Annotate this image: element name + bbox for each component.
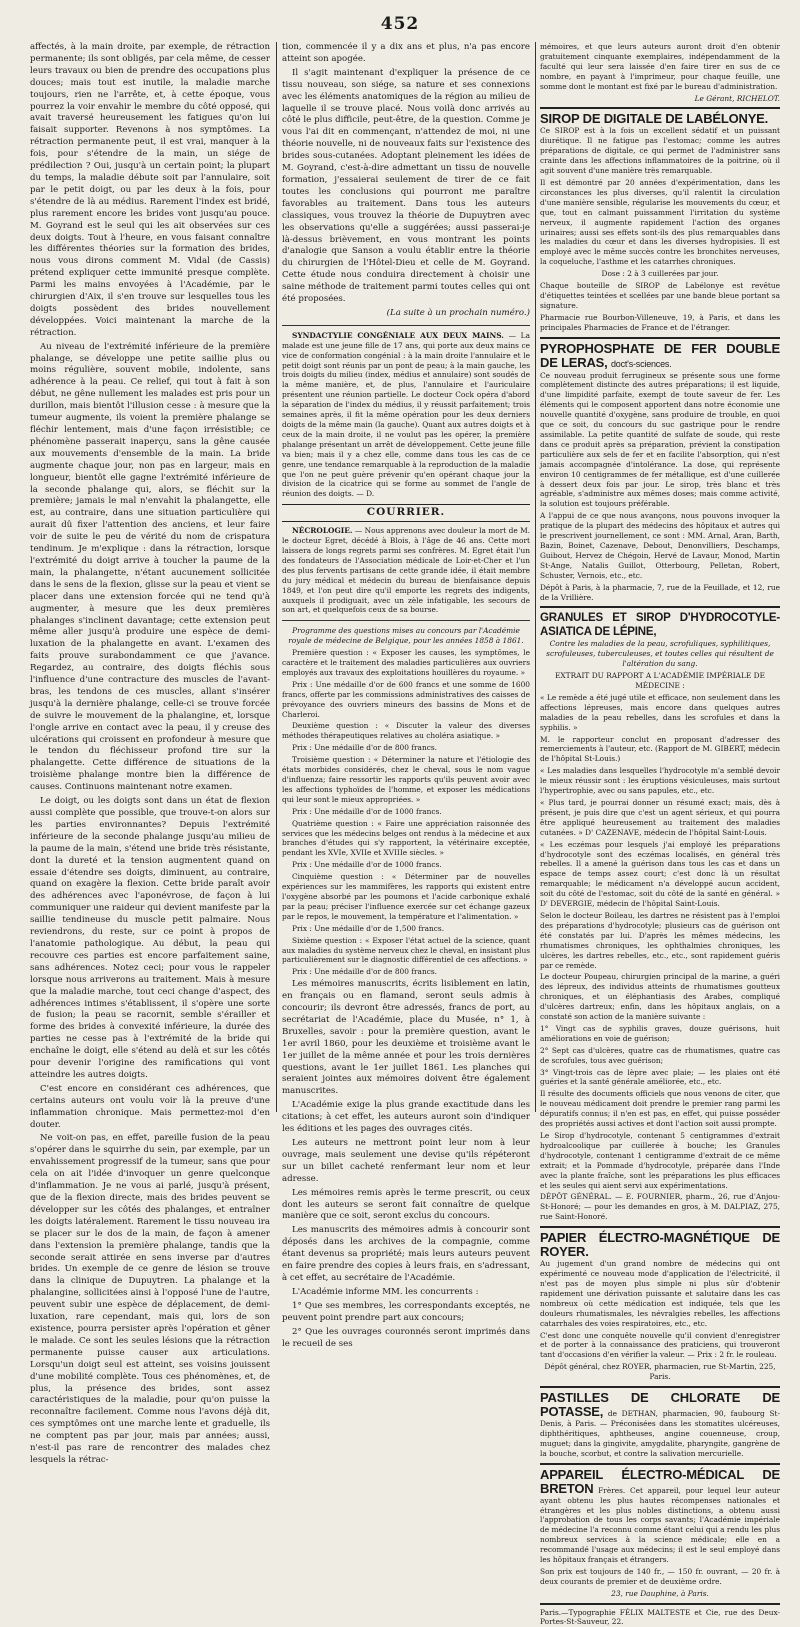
question-item: Prix : Une médaille d'or de 1000 francs. xyxy=(292,860,442,870)
ad-text: « Plus tard, je pourrai donner un résumé exact; mais, dès à présent, je puis dire que c'est un agent sérieux, et qui pourra être appliqué heureusement au traitement des maladies cutanées. » D' CAZENAVE, médecin de l'hôpital Saint-Louis. xyxy=(540,798,780,837)
question-item: Cinquième question : « Déterminer par de nouvelles expériences sur les mammifères, les rapports qui existent entre l'oxygène absorbé par les poumons et l'acide carbonique exhalé par la peau; préciser l'influence exercée sur cet échange gazeux par le repos, le mouvement, la température et l'alimentation. » xyxy=(282,872,530,921)
separator-rule xyxy=(540,1463,780,1465)
ad-text: « Les eczémas pour lesquels j'ai employé les préparations d'hydrocotyle sont des eczémas localisés, en général très rebelles. Il a amené la guérison dans tous les cas et dans un espace de temps assez court; c'est donc là un résultat remarquable; le médicament n'a développé aucun accident, soit du côté de l'estomac, soit du côté de la santé en général. » D' DEVERGIE, médecin de l'hôpital Saint-Louis. xyxy=(540,839,780,909)
column-divider xyxy=(535,42,536,1112)
ad-text: Chaque bouteille de SIROP de Labélonye est revêtue d'étiquettes teintées et scellées par une bande bleue portant sa signature. xyxy=(540,281,780,310)
ad-text: Au jugement d'un grand nombre de médecins qui ont expérimenté ce nouveau mode d'application de l'électricité, il n'est pas de moyen plus simple ni plus sûr d'obtenir rapidement une dérivation puissante et salutaire dans les cas nombreux où cette médication est indiquée, tels que les douleurs rhumatismales, les névralgies rebelles, les affections catarrhales des voies respiratoires, etc., etc. xyxy=(540,1259,780,1328)
ad-text: Pharmacie rue Bourbon-Villeneuve, 19, à Paris, et dans les principales Pharmacies de France et de l'étranger. xyxy=(540,312,780,332)
separator-rule xyxy=(540,107,780,109)
question-item: Prix : Une médaille d'or de 1000 francs. xyxy=(292,806,442,816)
rule-item: L'Académie exige la plus grande exactitude dans les citations; à cet effet, les auteurs auront soin d'indiquer les éditions et les pages des ouvrages cités. xyxy=(282,1100,530,1135)
article-paragraph: Le doigt, ou les doigts sont dans un état de flexion aussi complète que possible, que trouve-t-on alors sur les parties environnantes? Depuis l'extrémité inférieure de la seconde phalange jusqu'au milieu de la paume de la main, s'étend une bride très résistante, dont la dureté et la tension augmentent quand on essaie d'étendre ses doigts, diminuent, au contraire, quand on exagère la flexion. Cette bride paraît avoir des adhérences avec l'aponévrose, de façon à lui communiquer une raideur qui devient manifeste par la saillie tendineuse du muscle petit palmaire. Nous reviendrons, du reste, sur ce point à propos de l'anatomie pathologique. Au début, la peau qui recouvre ces parties est encore parfaitement saine, sans adhérences. Notez ceci; pour vous le rappeler lorsque nous arriverons au traitement. Mais à mesure que la maladie marche, tout ceci change d'aspect, des adhérences intimes s'établissent, il s'opère une sorte de fusion; la peau se racornit, semble s'érailler et forme des brides à convexité inférieure, la durée des parties ne cesse pas à l'extrémité de la bride qui enchaîne le doigt, elle s'étend au delà et sur les côtés pour devenir l'origine des ramifications qui vont atteindre les autres doigts. xyxy=(30,796,270,1080)
ad-extract-heading: EXTRAIT DU RAPPORT A L'ACADÉMIE IMPÉRIALE DE MÉDECINE : xyxy=(555,671,765,691)
ad-text: Selon le docteur Boileau, les dartres ne résistent pas à l'emploi des préparations d'hydrocotyle; plusieurs cas de guérison ont été constatés par lui. D'après les mêmes médecins, les rhumatismes chroniques, les ophthalmies chroniques, les ulcères, les dartres rebelles, etc., etc., sont rapidement guéris par ce remède. xyxy=(540,910,780,970)
separator-rule xyxy=(282,325,530,326)
rule-item: Les mémoires remis après le terme prescrit, ou ceux dont les auteurs se seront fait connaître de quelque manière que ce soit, seront exclus du concours. xyxy=(282,1187,530,1222)
ad-text: « Le remède a été jugé utile et efficace, non seulement dans les affections lépreuses, mais encore dans quelques autres maladies de la peau rebelles, dans les scrofules et dans la syphilis. » xyxy=(540,692,780,732)
question-item: Prix : Une médaille d'or de 800 francs. xyxy=(292,743,437,753)
article-paragraph: mémoires, et que leurs auteurs auront droit d'en obtenir gratuitement cinquante exemplaires, indépendamment de la faculté qui leur sera laissée d'en faire tirer en sus de ce nombre, en payant à l'imprimeur, pour chaque feuille, une somme dont le montant est fixé par le bureau d'administration. xyxy=(540,42,780,91)
ad-appareil-breton xyxy=(540,1468,780,1599)
question-item: Troisième question : « Déterminer la nature et l'étiologie des états morbides considérés, chez le cheval, sous le nom vague d'influenza; faire ressortir les rapports qu'ils peuvent avoir avec les affections typhoïdes de l'homme, et exposer les médications qui leur sont le mieux appropriées. » xyxy=(282,755,530,804)
courrier-heading: COURRIER. xyxy=(282,504,530,522)
ad-text: Dose : 2 à 3 cuillerées par jour. xyxy=(601,269,719,279)
ad-text: Ce SIROP est à la fois un excellent sédatif et un puissant diurétique. Il ne fatigue pas l'estomac; comme les autres préparations de digitale, ce qui permet de l'administrer sans crainte dans les affections inflammatoires de la poitrine, où il agit souvent d'une manière très remarquable. xyxy=(540,126,780,176)
ad-text: M. le rapporteur conclut en proposant d'adresser des remerciements à l'auteur, etc. (Rapport de M. GIBERT, médecin de l'hôpital St-Louis.) xyxy=(540,734,780,764)
ad-text: 1° Vingt cas de syphilis graves, douze guérisons, huit améliorations en voie de guérison; xyxy=(540,1023,780,1043)
ad-address: 23, rue Dauphine, à Paris. xyxy=(611,1588,709,1598)
question-item: Quatrième question : « Faire une appréciation raisonnée des services que les médecins belges ont rendus à la médecine et aux branches d'études qui s'y rapportent, la vétérinaire exceptée, pendant les XVIe, XVIIe et XVIIIe siècles. » xyxy=(282,818,530,858)
ad-text: de DETHAN, pharmacien, 90, faubourg St-Denis, à Paris. — Préconisées dans les stomatites ulcéreuses, diphthéritiques, aphtheuses, angine couenneuse, croup, muguet; dans la gingivite, amygdalite, pharyngite, gangrène de la bouche, scorbut, et contre la salivation mercurielle. xyxy=(540,1409,780,1458)
article-paragraph: affectés, à la main droite, par exemple, de rétraction permanente; ils sont obligés, par cela même, de cesser leurs travaux ou bien de prendre des occupations plus douces; mais tout est inutile, la maladie marche toujours, rien ne l'arrête, et, à cette époque, vous pourrez la voir envahir le membre du côté opposé, qui avait traversé heureusement les fatigues qu'on lui faisait supporter. Revenons à nos symptômes. La rétraction permanente peut, il est vrai, manquer à la fois, pour s'étendre de la main, un siége de prédilection ? Oui, jusqu'à un certain point; la plupart du temps, la maladie débute soit par l'annulaire, soit par le petit doigt, ou par les deux à la fois, pour s'étendre de là au médius. Rarement l'index est bridé, plus rarement encore les brides vont jusqu'au pouce. M. Goyrand est le seul qui les ait observées sur ces deux doigts. Tout à l'heure, en vous faisant connaître les différentes théories sur la formation des brides, nous vous dirons comment M. Vidal (de Cassis) prétend expliquer cette immunité presque complète. Parmi les mains envoyées à l'Académie, par le chirurgien d'Aix, il s'en trouve sur lesquelles tous les doigts possèdent des brides nouvellement développées. Voici maintenant la marche de la rétraction. xyxy=(30,42,270,338)
ad-hydrocotyle xyxy=(540,611,780,1222)
article-paragraph: Au niveau de l'extrémité inférieure de la première phalange, se développe une petite saillie plus ou moins régulière, souvent mobile, indolente, sans adhérence à la peau. Ce relief, qui tout à fait à son début, ne gêne nullement les malades est pris pour un durillon, mais bientôt l'illusion cesse : à mesure que la tumeur augmente, ils voient la première phalange se fléchir lentement, mais d'une façon irrésistible; ce phénomène passerait inaperçu, sans la gêne causée aux mouvements d'ensemble de la main. La bride augmente chaque jour, non pas en largeur, mais en longueur, bientôt elle gagne l'extrémité inférieure de la seconde phalange qui, alors, se fléchit sur la première; jamais le mal n'envahit la phalangette, elle est, au contraire, dans une situation particulière qui aurait dû fixer l'attention des anciens, et leur faire voir de suite le peu de vérité du nom de crispatura tendinum. Je m'explique : dans la rétraction, lorsque l'extrémité du doigt arrive à toucher la paume de la main, la phalangette, n'étant aucunement sollicitée dans le sens de la flexion, glisse sur la peau et vient se placer dans une extension forcée qui ne tend qu'à augmenter, à mesure que les deux premières phalanges s'inclinent davantage; cette extension peut même aller jusqu'à produire une espèce de demi-luxation de la phalangette en avant. L'examen des faits prouve surabondamment ce que j'avance. Regardez, au contraire, des doigts fléchis sous l'influence d'une contracture des muscles de l'avant-bras, les tendons de ces muscles, allant s'insérer jusqu'à la dernière phalange, celle-ci se trouve forcée de suivre le mouvement de la phalangine, et, lorsque l'ongle arrive en contact avec la peau, il y creuse des ulcérations qui croissent en profondeur à mesure que le tendon du fléchisseur profond tire sur la phalangette. Cette différence de situations de la troisième phalange montre bien la différence de causes. Continuons maintenant notre examen. xyxy=(30,341,270,793)
ad-text: Son prix est toujours de 140 fr., — 150 fr. ouvrant, — 20 fr. à deux courants de premier et de deuxième ordre. xyxy=(540,1567,780,1586)
rule-item: 2° Que les ouvrages couronnés seront imprimés dans le recueil de ses xyxy=(282,1326,530,1349)
rule-item: Les mémoires manuscrits, écrits lisiblement en latin, en français ou en flamand, seront seuls admis à concourir; ils devront être adressés, francs de port, au secrétariat de l'Académie, place du Musée, n° 1, à Bruxelles, savoir : pour la première question, avant le 1er avril 1860, pour les deuxième et troisième avant le 1er juillet de la même année et pour les trois dernières questions, avant le 1er juillet 1861. Les planches qui seraient jointes aux mémoires doivent être également manuscrites. xyxy=(282,979,530,1097)
question-item: Première question : « Exposer les causes, les symptômes, le caractère et le traitement des maladies particulières aux ouvriers employés aux travaux des exploitations houillères du royaume. » xyxy=(282,648,530,677)
programme-title: Programme des questions mises au concours par l'Académie royale de médecine de Belgique, pour les années 1858 à 1861. xyxy=(288,626,524,646)
ad-text: Le docteur Poupeau, chirurgien principal de la marine, a guéri des lépreux, des individus atteints de rhumatismes goutteux chroniques, et un éléphantiasis des Arabes, compliqué d'ulcères dartreux; enfin, dans les hôpitaux anglais, on a constaté son action de la manière suivante : xyxy=(540,972,780,1022)
rule-item: L'Académie informe MM. les concurrents : xyxy=(292,1286,479,1297)
column-left xyxy=(30,42,270,1465)
separator-rule xyxy=(540,1226,780,1228)
ad-title: GRANULES ET SIROP D'HYDROCOTYLE-ASIATICA DE LÉPINE, xyxy=(540,612,780,639)
column-middle xyxy=(282,42,530,1349)
rule-item: Les manuscrits des mémoires admis à concourir sont déposés dans les archives de la compagnie, comme étant devenus sa propriété; mais leurs auteurs peuvent en faire prendre des copies à leurs frais, en s'adressant, à cet effet, au secrétaire de l'Académie. xyxy=(282,1225,530,1283)
ad-text: 2° Sept cas d'ulcères, quatre cas de rhumatismes, quatre cas de scrofules, tous avec guérison; xyxy=(540,1045,780,1065)
question-item: Prix : Une médaille d'or de 1,500 francs. xyxy=(292,923,445,933)
question-item: Prix : Une médaille d'or de 600 francs et une somme de 1600 francs, offerte par les commissions administratives des caisses de prévoyance des ouvriers mineurs des bassins de Mons et de Charleroi. xyxy=(282,679,530,719)
ad-text: Frères. Cet appareil, pour lequel leur auteur ayant obtenu les plus hautes récompenses nationales et étrangères et les plus nobles distinctions, a obtenu aussi l'approbation de tous les corps savants; l'Académie impériale de médecine l'a reconnu comme étant celui qui a rendu les plus nombreux services à la science médicale; elle en a recommandé l'usage aux médecins; il est le seul employé dans les hôpitaux français et étrangers. xyxy=(540,1485,780,1565)
ad-text: « Les maladies dans lesquelles l'hydrocotyle m'a semblé devoir le mieux réussir sont : les éruptions vésiculeuses, mais surtout l'hypertrophie, avec ou sans papules, etc., etc. xyxy=(540,766,780,796)
article-paragraph: tion, commencée il y a dix ans et plus, n'a pas encore atteint son apogée. xyxy=(282,42,530,64)
ad-title: SIROP DE DIGITALE DE LABÉLONYE. xyxy=(540,111,769,127)
ad-sirop-digitale xyxy=(540,112,780,332)
rule-item: 1° Que ses membres, les correspondants exceptés, ne peuvent point prendre part aux concours; xyxy=(282,1300,530,1323)
ad-text: Il est démontré par 20 années d'expérimentation, dans les circonstances les plus diverses, qu'il ralentit la circulation d'une manière sensible, régularise les mouvements du cœur, et que, tout en calmant puissamment l'irritation du système nerveux, il augmente rapidement l'action des organes urinaires; aussi ses effets sont-ils des plus remarquables dans les maladies du cœur et dans les diverses hydropisies. Il est employé avec le même succès contre les bronchites nerveuses, la coqueluche, l'asthme et les catarrhes chroniques. xyxy=(540,177,780,267)
printer-footer: Paris.—Typographie FÉLIX MALTESTE et Cie, rue des Deux-Portes-St-Sauveur, 22. xyxy=(540,1607,780,1627)
ad-text: Dépôt général, chez ROYER, pharmacien, rue St-Martin, 225, Paris. xyxy=(544,1362,776,1382)
column-right xyxy=(540,42,780,1627)
ad-title-suffix: doct's-sciences. xyxy=(610,358,672,369)
ad-title: PYROPHOSPHATE DE FER DOUBLE DE LERAS, xyxy=(540,340,780,370)
separator-rule xyxy=(540,1603,780,1605)
ad-text: Dépôt à Paris, à la pharmacie, 7, rue de la Feuillade, et 12, rue de la Vrillière. xyxy=(540,582,780,602)
page-number: 452 xyxy=(380,14,420,34)
ad-text: C'est donc une conquête nouvelle qu'il convient d'enregistrer et de porter à la connaissance des praticiens, qui trouveront tant d'occasions d'en vérifier la valeur. — Prix : 2 fr. le rouleau. xyxy=(540,1330,780,1360)
question-item: Deuxième question : « Discuter la valeur des diverses méthodes thérapeutiques relatives au choléra asiatique. » xyxy=(282,721,530,741)
ad-title: PASTILLES DE CHLORATE DE POTASSE, xyxy=(540,1390,780,1420)
ad-text: A l'appui de ce que nous avançons, nous pouvons invoquer la pratique de la plupart des médecins des hôpitaux et autres qui le prescrivent journellement, ce sont : MM. Arnal, Aran, Barth, Bazin, Boinet, Cazenave, Debout, Denonvilliers, Deschamps, Guibout, Hervez de Chégoin, Hervé de Lavaur, Monod, Martin St-Ange, Natalis Guillot, Otterbourg, Pelletan, Robert, Schuster, Vernois, etc., etc. xyxy=(540,511,780,580)
ad-papier-royer xyxy=(540,1231,780,1382)
syndactylie-text: — La malade est une jeune fille de 17 ans, qui porte aux deux mains ce vice de conformation congénial : à la main droite l'annulaire et le petit doigt sont réunis par un pont de peau; à la main gauche, les trois doigts du milieu (index, médius et annulaire) sont soudés de la même manière, et, de plus, l'annulaire et l'auriculaire présentent une réunion partielle. Le docteur Cock opéra d'abord la séparation de l'index du médius, il y réussit parfaitement; trois semaines après, il fit la même opération pour les deux derniers doigts de la même main (la gauche). Quant aux autres doigts et à ceux de la main droite, il ne voulut pas les opérer, la première phalange présentant un arrêt de développement. Cette jeune fille va bien; mais il y a chez elle, comme dans tous les cas de ce genre, une tendance remarquable à la reproduction de la maladie que l'on ne peut guère prévenir qu'en opérant chaque jour la division de la cicatrice qui se forme au sommet de l'angle de réunion des doigts. — D. xyxy=(282,330,530,499)
separator-rule xyxy=(540,606,780,608)
ad-text: Ce nouveau produit ferrugineux se présente sous une forme complètement distincte des autres préparations; il est liquide, d'une limpidité parfaite, exempt de toute saveur de fer. Les éléments qui le composent apportent dans notre économie une nouvelle quantité d'oxygène, sans produire de trouble, en quoi que ce soit, du concours du suc gastrique pour le rendre assimilable. La petite quantité de sulfate de soude, qui reste dans ce produit après sa préparation, prévient la constipation particulière aux sels de fer et en facilite l'absorption, qui n'est jamais accompagnée d'intolérance. La dose, qui représente environ 10 centigrammes de fer métallique, est d'une cuillerée à dessert deux fois par jour. Le sirop, très blanc et très agréable, s'administre aux mêmes doses; mais comme activité, la solution est toujours préférable. xyxy=(540,370,780,509)
rules-list xyxy=(282,979,530,1350)
article-paragraph: Il s'agit maintenant d'expliquer la présence de ce tissu nouveau, son siége, sa nature et ses connexions avec les éléments anatomiques de la région au milieu de laquelle il se trouve placé. Nous voilà donc arrivés au côté le plus difficile, peut-être, de la question. Comme je vous l'ai dit en commençant, n'attendez de moi, ni une théorie nouvelle, ni de nouveaux faits sur l'existence des brides sous-cutanées. Adoptant pleinement les idées de M. Goyrand, c'est-à-dire admettant un tissu de nouvelle formation, j'essaierai seulement de tirer de ce fait toutes les conclusions qui pourront me paraître favorables au traitement. Dans tous les auteurs classiques, vous trouvez la théorie de Dupuytren avec les observations qu'elle a suggérées; aussi passerai-je là-dessus brièvement, en vous montrant les points d'analogie que Sanson a voulu établir entre la théorie du chirurgien de l'Hôtel-Dieu et celle de M. Goyrand. Cette étude nous conduira directement à choisir une saine méthode de traitement parmi toutes celles qui ont été proposées. xyxy=(282,67,530,305)
ad-text: 3° Vingt-trois cas de lèpre avec plaie; — les plaies ont été guéries et la santé générale améliorée, etc., etc. xyxy=(540,1067,780,1087)
ad-title: APPAREIL ÉLECTRO-MÉDICAL DE BRETON xyxy=(540,1466,780,1496)
questions-list xyxy=(282,648,530,977)
continued-note: (La suite à un prochain numéro.) xyxy=(386,307,530,318)
signature: Le Gérant, RICHELOT. xyxy=(694,93,780,103)
ad-text: Le Sirop d'hydrocotyle, contenant 5 centigrammes d'extrait hydroalcoolique par cuillerée à bouche; les Granules d'hydrocotyle, contenant 1 centigramme d'extrait de ce même extrait; et la Pommade d'hydrocotyle, préparée dans l'Inde avec la plante fraîche, sont les préparations les plus efficaces et les seules qui aient servi aux expérimentations. xyxy=(540,1131,780,1190)
article-paragraph: C'est encore en considérant ces adhérences, que certains auteurs ont voulu voir là la preuve d'une inflammation chronique. Mais permettez-moi d'en douter. xyxy=(30,1083,270,1130)
syndactylie-heading: SYNDACTYLIE CONGÉNIALE AUX DEUX MAINS. xyxy=(292,330,504,340)
question-item: Sixième question : « Exposer l'état actuel de la science, quant aux maladies du système nerveux chez le cheval, en insistant plus particulièrement sur le diagnostic différentiel de ces affections. » xyxy=(282,935,530,965)
ad-text: DÉPÔT GÉNÉRAL. — E. FOURNIER, pharm., 26, rue d'Anjou-St-Honoré; — pour les demandes en gros, à M. DALPIAZ, 275, rue Saint-Honoré. xyxy=(540,1192,780,1222)
necrologie-text: — Nous apprenons avec douleur la mort de M. le docteur Egret, décédé à Blois, à l'âge de 46 ans. Cette mort laissera de longs regrets parmi ses confrères. M. Egret était l'un des fondateurs de l'Association médicale de Loir-et-Cher et l'un des plus fervents partisans de cette grande idée, il était membre du jury médical et médecin du bureau de bienfaisance depuis 1849, et l'on peut dire qu'il emporte les regrets des indigents, auxquels il prodiguait, avec un zèle infatigable, les secours de son art, et quelquefois ceux de sa bourse. xyxy=(282,526,530,615)
ad-text: Il résulte des documents officiels que nous venons de citer, que le nouveau médicament doit prendre le premier rang parmi les dépuratifs connus; il n'en est pas, en effet, qui puisse posséder des propriétés aussi actives et dont l'action soit aussi prompte. xyxy=(540,1089,780,1129)
separator-rule xyxy=(540,337,780,339)
ad-title: PAPIER ÉLECTRO-MAGNÉTIQUE DE ROYER. xyxy=(540,1230,780,1260)
question-item: Prix : Une médaille d'or de 800 francs. xyxy=(292,967,437,977)
article-paragraph: Ne voit-on pas, en effet, pareille fusion de la peau s'opérer dans le squirrhe du sein, par exemple, par un envahissement progressif de la tumeur, sans que pour cela on ait l'idée d'invoquer un genre quelconque d'inflammation. Je ne vous ai parlé, jusqu'à présent, que de la flexion directe, mais des brides peuvent se développer sur les côtés des phalanges, et entraîner les doigts latéralement. Rarement le tissu nouveau ira se placer sur le dos de la main, de façon à amener dans l'extension la première phalange, tandis que la seconde serait attirée en sens inverse par d'autres brides. Un exemple de ce genre de lésion se trouve dans la clinique de Dupuytren. La phalange et la phalangine, sollicitées ainsi à l'opposé l'une de l'autre, peuvent subir une espèce de déplacement, de demi-luxation, rare cependant, mais qui, lors de son existence, pourra persister après l'opération et gêner le malade. Ce sont les seules lésions que la rétraction permanente puisse causer aux articulations. Lorsqu'un doigt seul est atteint, ses voisins jouissent d'une mobilité complète. Tous ces phénomènes, et, de plus, la présence des brides, sont assez caractéristiques de la maladie, pour qu'on puisse la reconnaître facilement. Comme nous l'avons déjà dit, ces symptômes ont une marche lente et graduelle, ils ne comptent pas par jour, mais par années; aussi, n'est-il pas rare de rencontrer des malades chez lesquels la rétrac- xyxy=(30,1133,270,1465)
separator-rule xyxy=(282,620,530,621)
separator-rule xyxy=(540,1386,780,1388)
ad-pyrophosphate xyxy=(540,342,780,603)
column-divider xyxy=(276,42,277,1112)
necrologie-label: NÉCROLOGIE. xyxy=(292,526,353,536)
ad-subtitle: Contre les maladies de la peau, scrofuliques, syphilitiques, scrofuleuses, tuberculeuses, et toutes celles qui résultent de l'altération du sang. xyxy=(546,639,774,669)
rule-item: Les auteurs ne mettront point leur nom à leur ouvrage, mais seulement une devise qu'ils répéteront sur un billet cacheté renfermant leur nom et leur adresse. xyxy=(282,1138,530,1184)
ad-pastilles-dethan xyxy=(540,1391,780,1459)
